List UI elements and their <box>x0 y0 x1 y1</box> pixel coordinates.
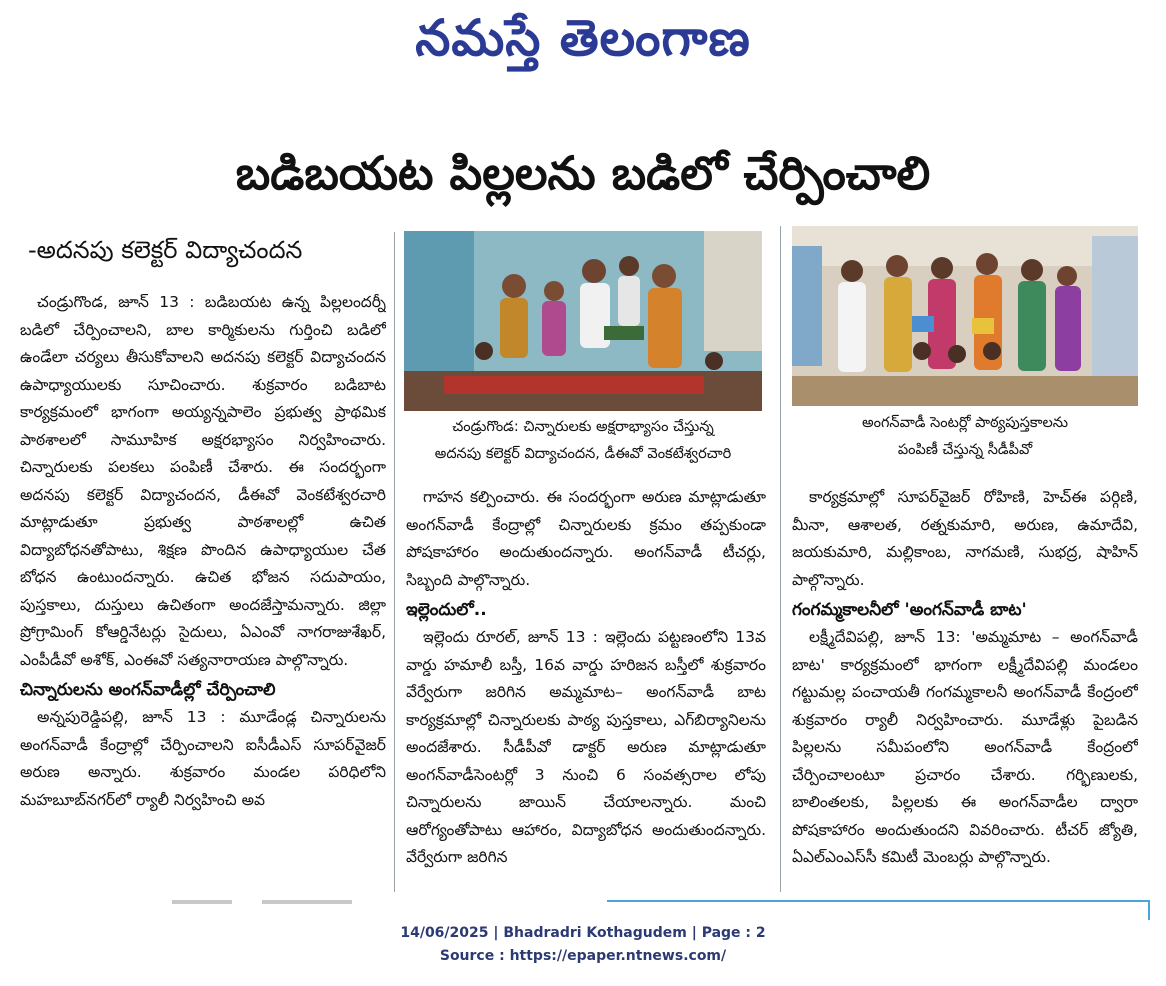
clipped-text-fragment <box>172 900 232 904</box>
box-border-right <box>1148 900 1150 920</box>
subheading: చిన్నారులను అంగన్‌వాడీల్లో చేర్పించాలి <box>20 680 276 700</box>
byline: -అదనపు కలెక్టర్ విద్యాచందన <box>28 236 303 264</box>
article-column-1 <box>20 289 386 879</box>
photo-caption <box>404 414 762 468</box>
paragraph: చండ్రుగొండ, జూన్ 13 : బడిబయట ఉన్న పిల్లలందర్నీ బడిలో చేర్పించాలని, బాల కార్మికులను గుర్తించి బడిలో ఉండేలా చర్యలు తీసుకోవాలని అదనపు కలెక్టర్ విద్యాచందన ఉపాధ్యాయులకు సూచించారు. శుక్రవారం బడిబాట కార్యక్రమంలో భాగంగా అయ్యన్నపాలెం ప్రభుత్వ ప్రాథమిక పాఠశాలలో సామూహిక అక్షరభ్యాసం నిర్వహించారు. చిన్నారులకు పలకలు పంపిణీ చేశారు. ఈ సందర్భంగా అదనపు కలెక్టర్ విద్యాచందన, డీఈవో వెంకటేశ్వరచారి మాట్లాడుతూ ప్రభుత్వ పాఠశాలల్లో ఉచిత విద్యాబోధనతోపాటు, శిక్షణ పొందిన ఉపాధ్యాయుల చేత బోధన ఉంటుందన్నారు. ఉచిత భోజన సదుపాయం, పుస్తకాలు, దుస్తులు ఉచితంగా అందజేస్తామన్నారు. జిల్లా ప్రోగ్రామింగ్ కోఆర్డినేటర్లు సైదులు, ఏఎంవో నాగరాజుశేఖర్, ఎంపీడీవో అశోక్, ఎంఈవో సత్యనారాయణ పాల్గొన్నారు. <box>20 293 386 669</box>
subheading: ఇల్లెందులో.. <box>406 600 487 620</box>
caption-line: అంగన్‌వాడీ సెంటర్లో పాఠ్యపుస్తకాలను <box>862 415 1068 431</box>
column-divider <box>780 226 781 892</box>
footer-source-link[interactable]: Source : https://epaper.ntnews.com/ <box>439 948 727 964</box>
article-column-2 <box>406 484 766 879</box>
caption-line: అదనపు కలెక్టర్ విద్యాచందన, డీఈవో వెంకటేశ్వరచారి <box>434 446 732 462</box>
photo-caption <box>792 410 1138 464</box>
paragraph: అన్నపురెడ్డిపల్లి, జూన్ 13 : మూడేండ్ల చిన్నారులను అంగన్‌వాడీ కేంద్రాల్లో చేర్పించాలని ఐసీడీఎస్ సూపర్‌వైజర్ అరుణ అన్నారు. శుక్రవారం మండల పరిధిలోని మహబూబ్‌నగర్‌లో ర్యాలీ నిర్వహించి అవ <box>20 708 386 809</box>
caption-line: చండ్రుగొండ: చిన్నారులకు అక్షరాభ్యాసం చేస్తున్న <box>452 419 714 435</box>
paragraph: గాహన కల్పించారు. ఈ సందర్భంగా అరుణ మాట్లాడుతూ అంగన్‌వాడీ కేంద్రాల్లో చిన్నారులకు క్రమం తప్పకుండా పోషకాహారం అందుతుందన్నారు. అంగన్‌వాడీ టీచర్లు, సిబ్బంది పాల్గొన్నారు. <box>406 488 766 589</box>
clipped-text-fragment <box>262 900 352 904</box>
subheading: గంగమ్మకాలనీలో 'అంగన్‌వాడీ బాట' <box>792 600 1027 620</box>
paragraph: కార్యక్రమాల్లో సూపర్‌వైజర్ రోహిణి, హెచ్ఈ పర్గిణి, మీనా, ఆశాలత, రత్నకుమారి, అరుణ, ఉమాదేవి, జయకుమారి, మల్లికాంబ, నాగమణి, సుభద్ర, షాహిన్ పాల్గొన్నారు. <box>792 488 1138 589</box>
paragraph: లక్ష్మీదేవిపల్లి, జూన్ 13: 'అమ్మమాట – అంగన్‌వాడీ బాట' కార్యక్రమంలో భాగంగా లక్ష్మీదేవిపల్లి మండలం గట్టుమల్ల పంచాయతీ గంగమ్మకాలనీ అంగన్‌వాడీ కేంద్రంలో శుక్రవారం ర్యాలీ నిర్వహించారు. మూడేళ్లు పైబడిన పిల్లలను సమీపంలోని అంగన్‌వాడీ కేంద్రంలో చేర్పించాలంటూ ప్రచారం చేశారు. గర్భిణులకు, బాలింతలకు, పిల్లలకు ఈ అంగన్‌వాడీల ద్వారా పోషకాహారం అందుతుందని వివరించారు. టీచర్ జ్యోతి, ఏఎల్ఎంఎస్‌సీ కమిటీ మెంబర్లు పాల్గొన్నారు. <box>792 628 1138 866</box>
footer-date-edition: 14/06/2025 | Bhadradri Kothagudem | Page : 2 <box>400 925 766 941</box>
box-border-top <box>607 900 1149 902</box>
article-column-3 <box>792 484 1138 879</box>
paragraph: ఇల్లెందు రూరల్, జూన్ 13 : ఇల్లెందు పట్టణంలోని 13వ వార్డు హమాలీ బస్తీ, 16వ వార్డు హరిజన బస్తీలో శుక్రవారం వేర్వేరుగా జరిగిన అమ్మమాట– అంగన్‌వాడీ బాట కార్యక్రమాల్లో చిన్నారులకు పాఠ్య పుస్తకాలు, ఎగ్‌బిర్యానిలను అందజేశారు. సీడీపీవో డాక్టర్ అరుణ మాట్లాడుతూ అంగన్‌వాడీసెంటర్లో 3 నుంచి 6 సంవత్సరాల లోపు చిన్నారులను జాయిన్ చేయాలన్నారు. మంచి ఆరోగ్యంతోపాటు ఆహారం, విద్యాబోధన అందుతుందన్నారు. వేర్వేరుగా జరిగిన <box>406 628 766 866</box>
masthead-logo: నమస్తే తెలంగాణ <box>415 8 751 67</box>
caption-line: పంపిణీ చేస్తున్న సీడీపీవో <box>897 442 1033 458</box>
photo-anganwadi-group <box>792 226 1138 406</box>
headline: బడిబయట పిల్లలను బడిలో చేర్పించాలి <box>235 146 931 200</box>
column-divider <box>394 232 395 892</box>
photo-classroom <box>404 231 762 411</box>
